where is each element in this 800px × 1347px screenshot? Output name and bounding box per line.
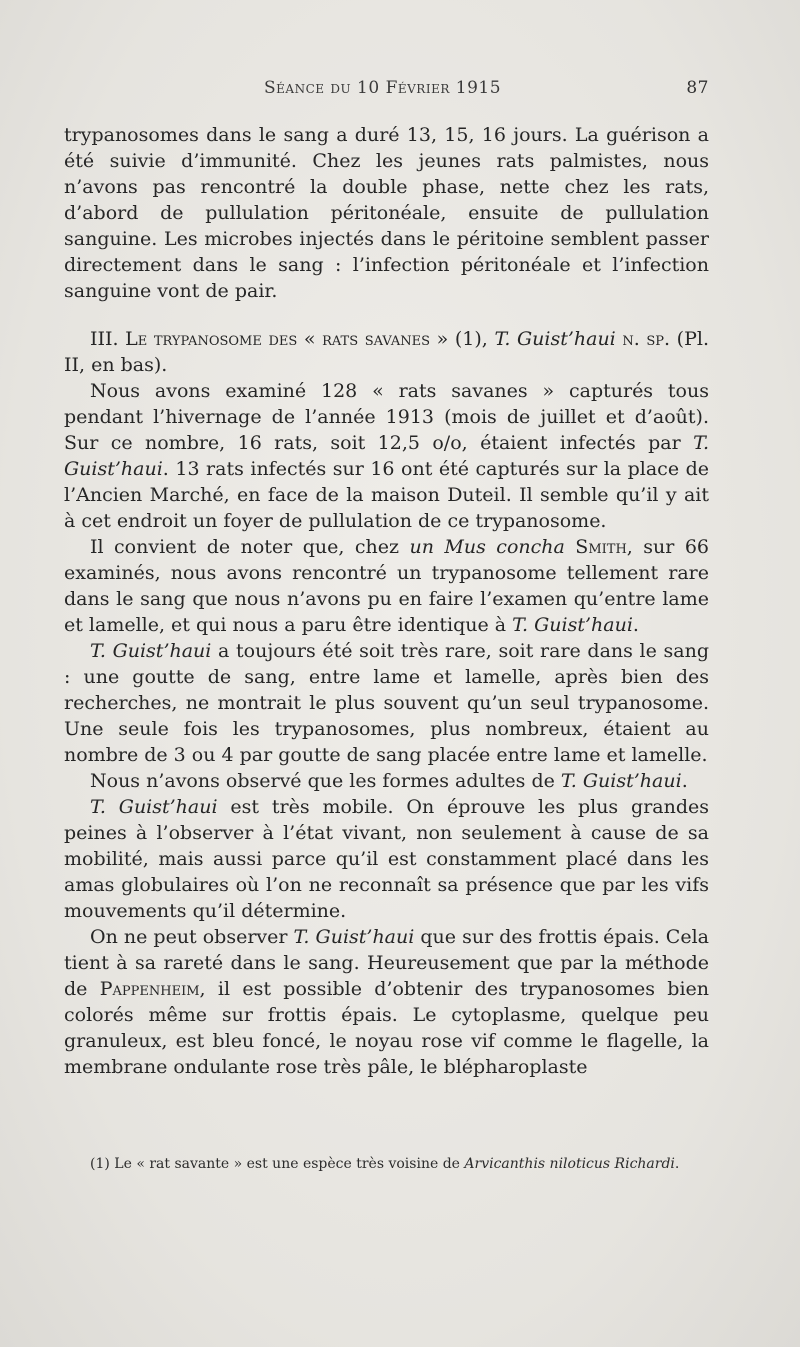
page-header: [64, 78, 709, 102]
section-heading: III. Le trypanosome des « rats savanes » (1), T. Guist’haui n. sp. (Pl. II, en bas).: [64, 328, 709, 376]
species-name: T. Guist’haui: [293, 926, 415, 948]
page-number: 87: [686, 78, 709, 98]
author-name: Smith: [564, 536, 627, 558]
running-title: Séance du 10 Février 1915: [264, 78, 502, 98]
species-name: un Mus concha: [409, 536, 565, 558]
species-name: T. Guist’haui: [494, 328, 616, 350]
species-name: Arvicanthis niloticus Richardi: [464, 1156, 675, 1172]
species-name: T. Guist’haui: [64, 432, 709, 480]
species-name: T. Guist’haui: [90, 640, 212, 662]
body-text: [64, 122, 709, 1080]
author-name: Pappenheim: [99, 978, 200, 1000]
paragraph: T. Guist’haui a toujours été soit très rare, soit rare dans le sang : une goutte de sang, entre lame et lamelle, après bien des recherches, ne montrait le plus souvent qu’un seul trypanosome. Une seule fois les trypanosomes, plus nombreux, étaient au nombre de 3 ou 4 par goutte de sang placée entre lame et lamelle.: [64, 640, 709, 766]
paragraph: Nous avons examiné 128 « rats savanes » capturés tous pendant l’hivernage de l’année 1913 (mois de juillet et d’août). Sur ce nombre, 16 rats, soit 12,5 o/o, étaient infectés par T. Guist’haui. 13 rats infectés sur 16 ont été capturés sur la place de l’Ancien Marché, en face de la maison Duteil. Il semble qu’il y ait à cet endroit un foyer de pullulation de ce trypanosome.: [64, 380, 709, 532]
paragraph: Nous n’avons observé que les formes adultes de T. Guist’haui.: [90, 770, 688, 792]
paragraph: On ne peut observer T. Guist’haui que sur des frottis épais. Cela tient à sa rareté dans le sang. Heureusement que par la méthode de Pappenheim, il est possible d’obtenir des trypanosomes bien colorés même sur frottis épais. Le cytoplasme, quelque peu granuleux, est bleu foncé, le noyau rose vif comme le flagelle, la membrane ondulante rose très pâle, le blépharoplaste: [64, 926, 709, 1078]
species-name: T. Guist’haui: [560, 770, 682, 792]
paragraph-continuation: trypanosomes dans le sang a duré 13, 15, 16 jours. La guérison a été suivie d’immunité. Chez les jeunes rats palmistes, nous n’avons pas rencontré la double phase, nette chez les rats, d’abord de pullulation péritonéale, ensuite de pullulation sanguine. Les microbes injectés dans le péritoine semblent passer directement dans le sang : l’infection péritonéale et l’infection sanguine vont de pair.: [64, 124, 709, 302]
paragraph: T. Guist’haui est très mobile. On éprouve les plus grandes peines à l’observer à l’état vivant, non seulement à cause de sa mobilité, mais aussi parce qu’il est constamment placé dans les amas globulaires où l’on ne reconnaît sa présence que par les vifs mouvements qu’il détermine.: [64, 796, 709, 922]
footnote: (1) Le « rat savante » est une espèce très voisine de Arvicanthis niloticus Richardi.: [90, 1156, 680, 1172]
species-name: T. Guist’haui: [512, 614, 633, 636]
paragraph: Il convient de noter que, chez un Mus concha Smith, sur 66 examinés, nous avons rencontré un trypanosome tellement rare dans le sang que nous n’avons pu en faire l’examen qu’entre lame et lamelle, et qui nous a paru être identique à T. Guist’haui.: [64, 536, 709, 636]
species-name: T. Guist’haui: [90, 796, 218, 818]
